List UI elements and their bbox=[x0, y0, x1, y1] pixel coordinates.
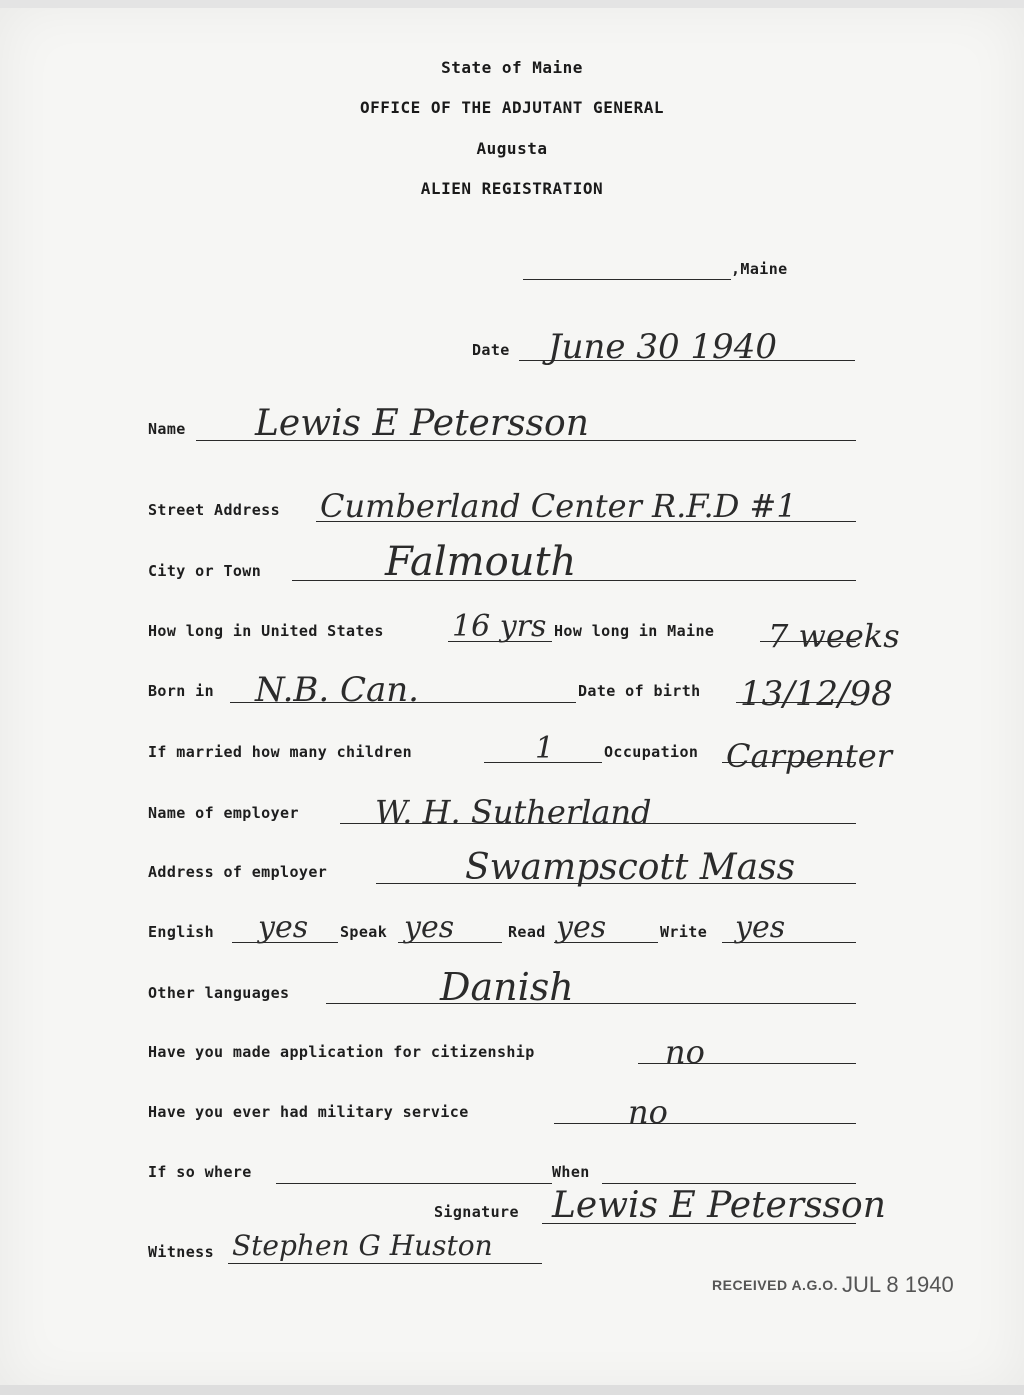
witness-line bbox=[228, 1263, 542, 1264]
city-heading: Augusta bbox=[476, 139, 548, 158]
scan-bottom-edge bbox=[0, 1385, 1024, 1395]
received-stamp-text: RECEIVED A.G.O. bbox=[712, 1277, 839, 1293]
citizenship-value: no bbox=[665, 1033, 705, 1071]
write-label: Write bbox=[660, 923, 708, 941]
write-value: yes bbox=[735, 910, 786, 945]
form-title: ALIEN REGISTRATION bbox=[420, 179, 604, 198]
years-us-value: 16 yrs bbox=[452, 609, 547, 644]
employer-name-value: W. H. Sutherland bbox=[375, 793, 652, 831]
other-languages-label: Other languages bbox=[148, 984, 290, 1002]
where-label: If so where bbox=[148, 1163, 252, 1181]
place-suffix: ,Maine bbox=[731, 260, 788, 278]
dob-label: Date of birth bbox=[578, 682, 701, 700]
name-value: Lewis E Petersson bbox=[255, 403, 589, 444]
born-in-value: N.B. Can. bbox=[255, 670, 419, 710]
military-value: no bbox=[628, 1093, 668, 1131]
signature-value: Lewis E Petersson bbox=[552, 1185, 886, 1226]
read-label: Read bbox=[508, 923, 546, 941]
witness-label: Witness bbox=[148, 1243, 215, 1261]
dob-value: 13/12/98 bbox=[740, 674, 893, 714]
when-line bbox=[602, 1183, 856, 1184]
read-value: yes bbox=[556, 910, 607, 945]
military-label: Have you ever had military service bbox=[148, 1103, 469, 1121]
military-line bbox=[554, 1123, 856, 1124]
children-label: If married how many children bbox=[148, 743, 413, 761]
children-value: 1 bbox=[535, 731, 555, 766]
date-value: June 30 1940 bbox=[548, 327, 777, 367]
scan-top-edge bbox=[0, 0, 1024, 8]
other-languages-line bbox=[326, 1003, 856, 1004]
street-address-label: Street Address bbox=[148, 501, 281, 519]
speak-label: Speak bbox=[340, 923, 388, 941]
english-value: yes bbox=[258, 910, 309, 945]
years-maine-value: 7 weeks bbox=[768, 617, 900, 655]
born-in-label: Born in bbox=[148, 682, 215, 700]
occupation-label: Occupation bbox=[604, 743, 699, 761]
employer-address-value: Swampscott Mass bbox=[465, 847, 796, 888]
city-town-label: City or Town bbox=[148, 562, 262, 580]
street-address-value: Cumberland Center R.F.D #1 bbox=[320, 487, 797, 525]
signature-label: Signature bbox=[434, 1203, 519, 1221]
years-maine-label: How long in Maine bbox=[554, 622, 715, 640]
employer-address-label: Address of employer bbox=[148, 863, 328, 881]
speak-value: yes bbox=[404, 910, 455, 945]
occupation-value: Carpenter bbox=[726, 737, 892, 775]
english-label: English bbox=[148, 923, 215, 941]
years-us-label: How long in United States bbox=[148, 622, 384, 640]
place-line bbox=[523, 279, 731, 280]
citizenship-label: Have you made application for citizenship bbox=[148, 1043, 535, 1061]
date-label: Date bbox=[472, 341, 510, 359]
where-line bbox=[276, 1183, 552, 1184]
received-stamp-date: JUL 8 1940 bbox=[842, 1272, 954, 1297]
name-label: Name bbox=[148, 420, 186, 438]
witness-value: Stephen G Huston bbox=[232, 1229, 493, 1262]
office-heading: OFFICE OF THE ADJUTANT GENERAL bbox=[360, 98, 664, 117]
other-languages-value: Danish bbox=[440, 965, 574, 1009]
state-heading: State of Maine bbox=[441, 58, 583, 77]
when-label: When bbox=[552, 1163, 590, 1181]
city-town-value: Falmouth bbox=[385, 539, 577, 585]
employer-name-label: Name of employer bbox=[148, 804, 299, 822]
